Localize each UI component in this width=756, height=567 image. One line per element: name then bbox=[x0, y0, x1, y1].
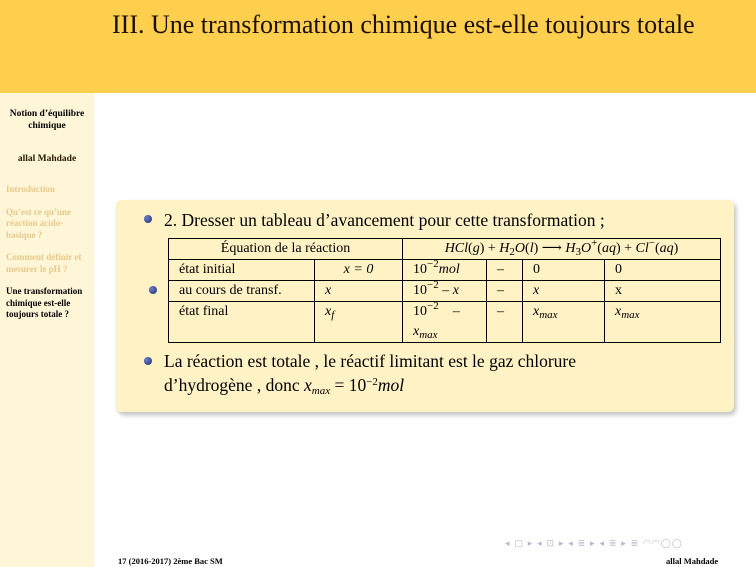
item-question: 2. Dresser un tableau d’avancement pour cette transformation ; bbox=[164, 210, 605, 230]
sidebar-item-acido-basique[interactable]: Qu’est ce qu’une réaction acido-basique ? bbox=[6, 206, 71, 240]
table-row bbox=[169, 260, 721, 281]
equation: $HCl(g) + H_2O(l)$ ⟶ $H_3O^+(aq) + Cl^-(aq)$ bbox=[403, 239, 721, 260]
sidebar bbox=[0, 0, 94, 567]
sidebar-header bbox=[0, 0, 94, 93]
x-cell: $x_f$ bbox=[315, 302, 403, 343]
x-cell: x = 0 bbox=[315, 260, 403, 281]
hcl-cell: $10^{-2}$ – $x_{max}$ bbox=[403, 302, 487, 343]
row-label: état initial bbox=[169, 260, 315, 281]
x-cell: x bbox=[315, 281, 403, 302]
bullet-icon bbox=[144, 357, 152, 365]
sidebar-author[interactable]: allal Mahdade bbox=[17, 154, 77, 164]
cl-cell: 0 bbox=[605, 260, 721, 281]
hcl-cell: $10^{-2}$ – x bbox=[403, 281, 487, 302]
item-conclusion: La réaction est totale , le réactif limitant est le gaz chlorure d’hydrogène , donc $x_{max} = 10^{-2}mol$ bbox=[164, 351, 577, 397]
h3o-cell: x bbox=[523, 281, 605, 302]
sidebar-item-transformation[interactable]: Une transformation chimique est-elle toujours totale ? bbox=[6, 286, 83, 319]
sidebar-item-ph[interactable]: Comment définir et mesurer le pH ? bbox=[6, 252, 82, 274]
page-title: III. Une transformation chimique est-elle toujours totale bbox=[112, 10, 695, 39]
row-label: état final bbox=[169, 302, 315, 343]
table-row bbox=[169, 302, 721, 343]
sidebar-sections bbox=[6, 184, 90, 332]
table-row bbox=[169, 281, 721, 302]
cl-cell: $x_{max}$ bbox=[605, 302, 721, 343]
hcl-cell: $10^{-2}mol$ bbox=[403, 260, 487, 281]
h2o-cell: – bbox=[487, 302, 523, 343]
h2o-cell: – bbox=[487, 281, 523, 302]
bullet-icon bbox=[144, 215, 152, 223]
footer-author: allal Mahdade bbox=[666, 556, 719, 566]
bullet-icon bbox=[149, 286, 157, 294]
table-row bbox=[169, 239, 721, 260]
sidebar-item-introduction[interactable]: Introduction bbox=[6, 184, 55, 194]
avancement-table bbox=[168, 238, 721, 343]
h3o-cell: 0 bbox=[523, 260, 605, 281]
sidebar-title[interactable]: Notion d’équilibre chimique bbox=[9, 109, 85, 131]
beamer-navigation[interactable]: ◂ □ ▸ ◂ ⊡ ▸ ◂ ≣ ▸ ◂ ≣ ▸ ≣ ◠◠◯◯ bbox=[505, 539, 683, 549]
footer-info: 17 (2016-2017) 2ème Bac SM bbox=[118, 556, 223, 566]
h3o-cell: $x_{max}$ bbox=[523, 302, 605, 343]
equation-label: Équation de la réaction bbox=[169, 239, 403, 260]
cl-cell: x bbox=[605, 281, 721, 302]
row-label: au cours de transf. bbox=[169, 281, 315, 302]
h2o-cell: – bbox=[487, 260, 523, 281]
slide-header bbox=[94, 0, 756, 93]
